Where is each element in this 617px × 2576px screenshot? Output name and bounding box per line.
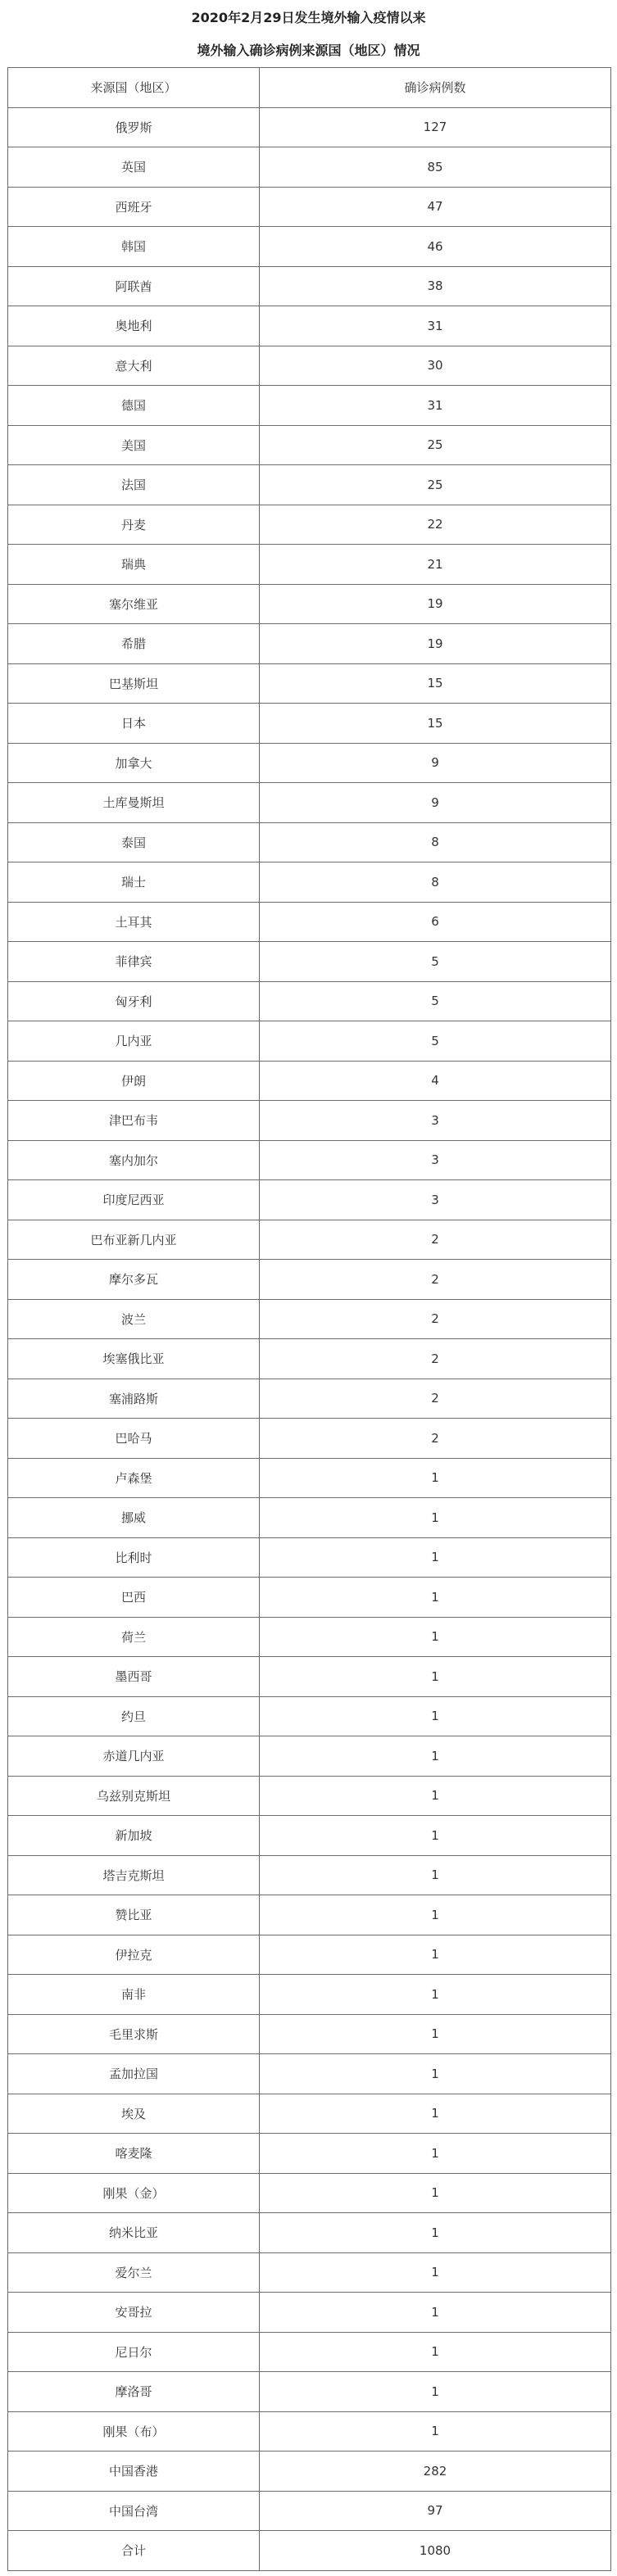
cell-source-country: 瑞士	[8, 862, 260, 903]
table-row	[8, 2134, 611, 2174]
cell-source-country: 中国香港	[8, 2452, 260, 2492]
cell-source-country: 波兰	[8, 1299, 260, 1339]
table-row	[8, 107, 611, 147]
table-row	[8, 902, 611, 942]
cell-source-country: 奥地利	[8, 306, 260, 346]
cell-source-country: 赞比亚	[8, 1895, 260, 1935]
table-row	[8, 2173, 611, 2213]
cell-source-country: 南非	[8, 1975, 260, 2015]
cell-confirmed-cases: 5	[260, 981, 611, 1021]
cell-source-country: 巴布亚新几内亚	[8, 1220, 260, 1260]
cell-source-country: 伊朗	[8, 1061, 260, 1101]
table-row	[8, 2411, 611, 2452]
table-row	[8, 1736, 611, 1777]
cell-source-country: 挪威	[8, 1498, 260, 1538]
cell-source-country: 合计	[8, 2531, 260, 2571]
cell-confirmed-cases: 31	[260, 386, 611, 426]
cell-confirmed-cases: 1	[260, 1537, 611, 1578]
cell-confirmed-cases: 1	[260, 1696, 611, 1736]
table-row	[8, 1617, 611, 1657]
cell-confirmed-cases: 5	[260, 942, 611, 982]
page-title-line-1: 2020年2月29日发生境外输入疫情以来	[191, 10, 426, 25]
table-row	[8, 2252, 611, 2293]
cell-source-country: 安哥拉	[8, 2293, 260, 2333]
cell-source-country: 德国	[8, 386, 260, 426]
cell-confirmed-cases: 3	[260, 1101, 611, 1141]
table-row	[8, 663, 611, 704]
table-row	[8, 624, 611, 664]
cell-confirmed-cases: 30	[260, 346, 611, 386]
table-row	[8, 147, 611, 188]
table-row	[8, 704, 611, 744]
table-row	[8, 942, 611, 982]
cell-confirmed-cases: 1	[260, 2293, 611, 2333]
cell-source-country: 阿联酋	[8, 266, 260, 306]
cell-source-country: 美国	[8, 425, 260, 465]
cell-confirmed-cases: 8	[260, 862, 611, 903]
cell-source-country: 希腊	[8, 624, 260, 664]
cell-confirmed-cases: 1	[260, 1657, 611, 1697]
cell-confirmed-cases: 2	[260, 1220, 611, 1260]
cell-confirmed-cases: 3	[260, 1140, 611, 1180]
cell-source-country: 伊拉克	[8, 1935, 260, 1975]
table-row	[8, 822, 611, 862]
table-row	[8, 2531, 611, 2571]
table-row	[8, 743, 611, 783]
table-row	[8, 2372, 611, 2412]
cell-source-country: 加拿大	[8, 743, 260, 783]
cell-confirmed-cases: 1	[260, 1855, 611, 1895]
table-row	[8, 1339, 611, 1379]
cell-confirmed-cases: 47	[260, 187, 611, 227]
cell-source-country: 塞尔维亚	[8, 584, 260, 624]
table-row	[8, 1537, 611, 1578]
cell-source-country: 孟加拉国	[8, 2054, 260, 2094]
cell-source-country: 摩洛哥	[8, 2372, 260, 2412]
table-row	[8, 2293, 611, 2333]
cell-source-country: 匈牙利	[8, 981, 260, 1021]
table-row	[8, 1975, 611, 2015]
cell-source-country: 巴哈马	[8, 1419, 260, 1459]
table-row	[8, 1657, 611, 1697]
page-title-line-2: 境外输入确诊病例来源国（地区）情况	[197, 43, 420, 58]
cell-source-country: 瑞典	[8, 545, 260, 585]
cell-confirmed-cases: 1	[260, 2372, 611, 2412]
cell-source-country: 纳米比亚	[8, 2213, 260, 2253]
table-row	[8, 1578, 611, 1618]
table-row	[8, 1855, 611, 1895]
table-row	[8, 1458, 611, 1498]
cell-confirmed-cases: 1	[260, 1975, 611, 2015]
table-row	[8, 266, 611, 306]
cell-source-country: 尼日尔	[8, 2332, 260, 2372]
cell-confirmed-cases: 1	[260, 2014, 611, 2054]
cell-confirmed-cases: 1	[260, 1578, 611, 1618]
table-row	[8, 1379, 611, 1419]
cell-confirmed-cases: 4	[260, 1061, 611, 1101]
table-row	[8, 2332, 611, 2372]
cell-confirmed-cases: 9	[260, 783, 611, 823]
cell-confirmed-cases: 5	[260, 1021, 611, 1062]
cell-source-country: 丹麦	[8, 505, 260, 545]
cell-source-country: 卢森堡	[8, 1458, 260, 1498]
cell-confirmed-cases: 25	[260, 465, 611, 505]
cell-confirmed-cases: 127	[260, 107, 611, 147]
cell-confirmed-cases: 1	[260, 2213, 611, 2253]
cell-source-country: 韩国	[8, 227, 260, 267]
table-row	[8, 2054, 611, 2094]
cell-source-country: 巴基斯坦	[8, 663, 260, 704]
table-row	[8, 584, 611, 624]
cell-source-country: 约旦	[8, 1696, 260, 1736]
header-source-country: 来源国（地区）	[8, 68, 260, 108]
cell-source-country: 埃及	[8, 2094, 260, 2134]
cell-confirmed-cases: 2	[260, 1379, 611, 1419]
table-row	[8, 1776, 611, 1816]
cell-source-country: 刚果（布）	[8, 2411, 260, 2452]
table-row	[8, 2491, 611, 2531]
cell-confirmed-cases: 46	[260, 227, 611, 267]
cell-source-country: 比利时	[8, 1537, 260, 1578]
cases-by-source-table	[7, 67, 611, 2571]
cell-source-country: 日本	[8, 704, 260, 744]
cell-source-country: 喀麦隆	[8, 2134, 260, 2174]
cell-source-country: 塔吉克斯坦	[8, 1855, 260, 1895]
table-row	[8, 1498, 611, 1538]
cell-source-country: 津巴布韦	[8, 1101, 260, 1141]
table-row	[8, 505, 611, 545]
cell-source-country: 土库曼斯坦	[8, 783, 260, 823]
cell-confirmed-cases: 85	[260, 147, 611, 188]
table-row	[8, 1220, 611, 1260]
cell-source-country: 摩尔多瓦	[8, 1260, 260, 1300]
cell-confirmed-cases: 31	[260, 306, 611, 346]
table-row	[8, 783, 611, 823]
cell-confirmed-cases: 1	[260, 1736, 611, 1777]
cell-confirmed-cases: 1	[260, 2411, 611, 2452]
table-header-row	[8, 68, 611, 108]
cell-source-country: 英国	[8, 147, 260, 188]
cell-source-country: 新加坡	[8, 1816, 260, 1856]
header-confirmed-cases: 确诊病例数	[260, 68, 611, 108]
cell-confirmed-cases: 22	[260, 505, 611, 545]
cell-source-country: 荷兰	[8, 1617, 260, 1657]
cell-confirmed-cases: 2	[260, 1419, 611, 1459]
cell-confirmed-cases: 1	[260, 1617, 611, 1657]
table-row	[8, 1101, 611, 1141]
cell-confirmed-cases: 1	[260, 1895, 611, 1935]
table-row	[8, 346, 611, 386]
table-row	[8, 545, 611, 585]
cell-source-country: 墨西哥	[8, 1657, 260, 1697]
table-row	[8, 1419, 611, 1459]
table-row	[8, 1696, 611, 1736]
table-row	[8, 981, 611, 1021]
cell-confirmed-cases: 2	[260, 1299, 611, 1339]
cell-confirmed-cases: 3	[260, 1180, 611, 1220]
table-row	[8, 1895, 611, 1935]
cell-confirmed-cases: 6	[260, 902, 611, 942]
table-row	[8, 2213, 611, 2253]
cell-source-country: 塞浦路斯	[8, 1379, 260, 1419]
cell-confirmed-cases: 1	[260, 1458, 611, 1498]
table-row	[8, 1260, 611, 1300]
cell-confirmed-cases: 1	[260, 1935, 611, 1975]
table-row	[8, 1299, 611, 1339]
cell-source-country: 刚果（金）	[8, 2173, 260, 2213]
cell-confirmed-cases: 1	[260, 2332, 611, 2372]
cell-source-country: 西班牙	[8, 187, 260, 227]
cell-source-country: 俄罗斯	[8, 107, 260, 147]
table-row	[8, 187, 611, 227]
cell-source-country: 菲律宾	[8, 942, 260, 982]
table-row	[8, 1140, 611, 1180]
cell-source-country: 爱尔兰	[8, 2252, 260, 2293]
cell-confirmed-cases: 1	[260, 2094, 611, 2134]
cell-source-country: 塞内加尔	[8, 1140, 260, 1180]
table-row	[8, 1816, 611, 1856]
cell-source-country: 赤道几内亚	[8, 1736, 260, 1777]
cell-source-country: 巴西	[8, 1578, 260, 1618]
table-row	[8, 425, 611, 465]
cell-confirmed-cases: 1	[260, 1498, 611, 1538]
cell-confirmed-cases: 38	[260, 266, 611, 306]
cell-confirmed-cases: 15	[260, 663, 611, 704]
cell-source-country: 中国台湾	[8, 2491, 260, 2531]
cell-confirmed-cases: 1	[260, 2252, 611, 2293]
cell-source-country: 意大利	[8, 346, 260, 386]
cell-confirmed-cases: 25	[260, 425, 611, 465]
cell-confirmed-cases: 9	[260, 743, 611, 783]
table-body	[8, 107, 611, 2570]
cell-confirmed-cases: 19	[260, 624, 611, 664]
table-row	[8, 2452, 611, 2492]
cell-source-country: 乌兹别克斯坦	[8, 1776, 260, 1816]
table-row	[8, 1180, 611, 1220]
cell-confirmed-cases: 2	[260, 1339, 611, 1379]
table-row	[8, 306, 611, 346]
table-row	[8, 465, 611, 505]
cell-confirmed-cases: 282	[260, 2452, 611, 2492]
table-row	[8, 227, 611, 267]
cell-source-country: 几内亚	[8, 1021, 260, 1062]
cell-source-country: 印度尼西亚	[8, 1180, 260, 1220]
cell-confirmed-cases: 8	[260, 822, 611, 862]
cell-confirmed-cases: 1	[260, 2173, 611, 2213]
cell-confirmed-cases: 2	[260, 1260, 611, 1300]
cell-confirmed-cases: 1	[260, 1776, 611, 1816]
cell-source-country: 埃塞俄比亚	[8, 1339, 260, 1379]
table-row	[8, 386, 611, 426]
cell-confirmed-cases: 15	[260, 704, 611, 744]
table-row	[8, 2014, 611, 2054]
cell-confirmed-cases: 97	[260, 2491, 611, 2531]
cell-source-country: 土耳其	[8, 902, 260, 942]
table-row	[8, 2094, 611, 2134]
table-row	[8, 862, 611, 903]
cell-source-country: 毛里求斯	[8, 2014, 260, 2054]
cell-confirmed-cases: 19	[260, 584, 611, 624]
cell-confirmed-cases: 1080	[260, 2531, 611, 2571]
cell-confirmed-cases: 21	[260, 545, 611, 585]
cell-confirmed-cases: 1	[260, 1816, 611, 1856]
cell-source-country: 泰国	[8, 822, 260, 862]
cell-confirmed-cases: 1	[260, 2054, 611, 2094]
table-row	[8, 1061, 611, 1101]
table-row	[8, 1021, 611, 1062]
table-row	[8, 1935, 611, 1975]
cell-confirmed-cases: 1	[260, 2134, 611, 2174]
cell-source-country: 法国	[8, 465, 260, 505]
